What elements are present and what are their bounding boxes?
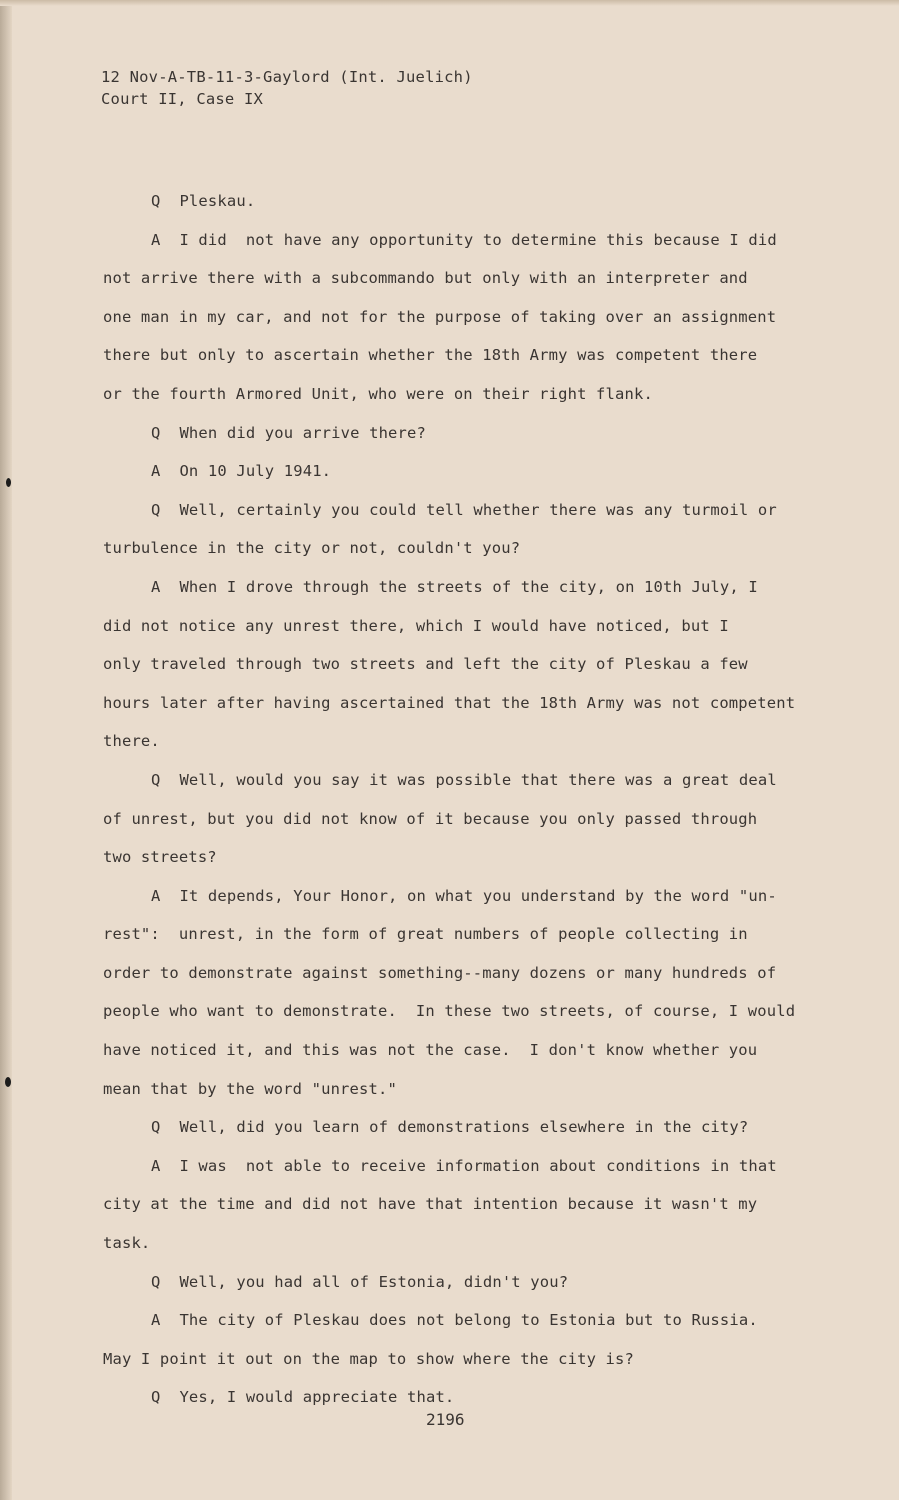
transcript-line: only traveled through two streets and left the city of Pleskau a few [103, 655, 748, 674]
transcript-line: hours later after having ascertained that the 18th Army was not competent [103, 693, 796, 712]
page-number: 2196 [426, 1410, 465, 1429]
transcript-line: Q Well, you had all of Estonia, didn't you? [151, 1272, 569, 1291]
margin-ink-mark [6, 478, 11, 487]
margin-ink-mark [5, 1077, 11, 1087]
transcript-line: or the fourth Armored Unit, who were on their right flank. [103, 384, 653, 403]
transcript-line: May I point it out on the map to show where the city is? [103, 1349, 634, 1368]
transcript-line: people who want to demonstrate. In these two streets, of course, I would [103, 1002, 796, 1021]
transcript-line: mean that by the word "unrest." [103, 1079, 397, 1098]
transcript-line: city at the time and did not have that intention because it wasn't my [103, 1195, 758, 1214]
transcript-line: order to demonstrate against something--many dozens or many hundreds of [103, 963, 777, 982]
transcript-line: A On 10 July 1941. [151, 462, 332, 481]
transcript-line: rest": unrest, in the form of great numbers of people collecting in [103, 925, 748, 944]
transcript-line: one man in my car, and not for the purpose of taking over an assignment [103, 307, 777, 326]
transcript-line: there. [103, 732, 160, 751]
transcript-line: Q Yes, I would appreciate that. [151, 1388, 455, 1407]
document-header [101, 66, 473, 110]
transcript-line: did not notice any unrest there, which I would have noticed, but I [103, 616, 729, 635]
header-reference: 12 Nov-A-TB-11-3-Gaylord (Int. Juelich) [101, 68, 473, 86]
header-court-case: Court II, Case IX [101, 90, 264, 108]
transcript-line: Q When did you arrive there? [151, 423, 426, 442]
transcript-line: task. [103, 1234, 151, 1253]
transcript-line: A I did not have any opportunity to determine this because I did [151, 230, 777, 249]
transcript-line: Q Well, did you learn of demonstrations elsewhere in the city? [151, 1118, 749, 1137]
transcript-line: A I was not able to receive information about conditions in that [151, 1156, 777, 1175]
transcript-line: A When I drove through the streets of the city, on 10th July, I [151, 577, 758, 596]
transcript-line: Q Well, certainly you could tell whether there was any turmoil or [151, 500, 777, 519]
transcript-line: turbulence in the city or not, couldn't you? [103, 539, 521, 558]
transcript-body [103, 182, 823, 1417]
transcript-line: of unrest, but you did not know of it because you only passed through [103, 809, 758, 828]
transcript-line: Q Well, would you say it was possible that there was a great deal [151, 770, 777, 789]
transcript-line: two streets? [103, 848, 217, 867]
transcript-line: have noticed it, and this was not the case. I don't know whether you [103, 1041, 758, 1060]
transcript-line: A It depends, Your Honor, on what you understand by the word "un- [151, 886, 777, 905]
page-binding-edge [0, 0, 12, 1500]
transcript-line: there but only to ascertain whether the 18th Army was competent there [103, 346, 758, 365]
transcript-line: not arrive there with a subcommando but only with an interpreter and [103, 269, 748, 288]
transcript-line: Q Pleskau. [151, 192, 256, 210]
transcript-line: A The city of Pleskau does not belong to Estonia but to Russia. [151, 1311, 758, 1330]
page-top-edge [0, 0, 899, 6]
